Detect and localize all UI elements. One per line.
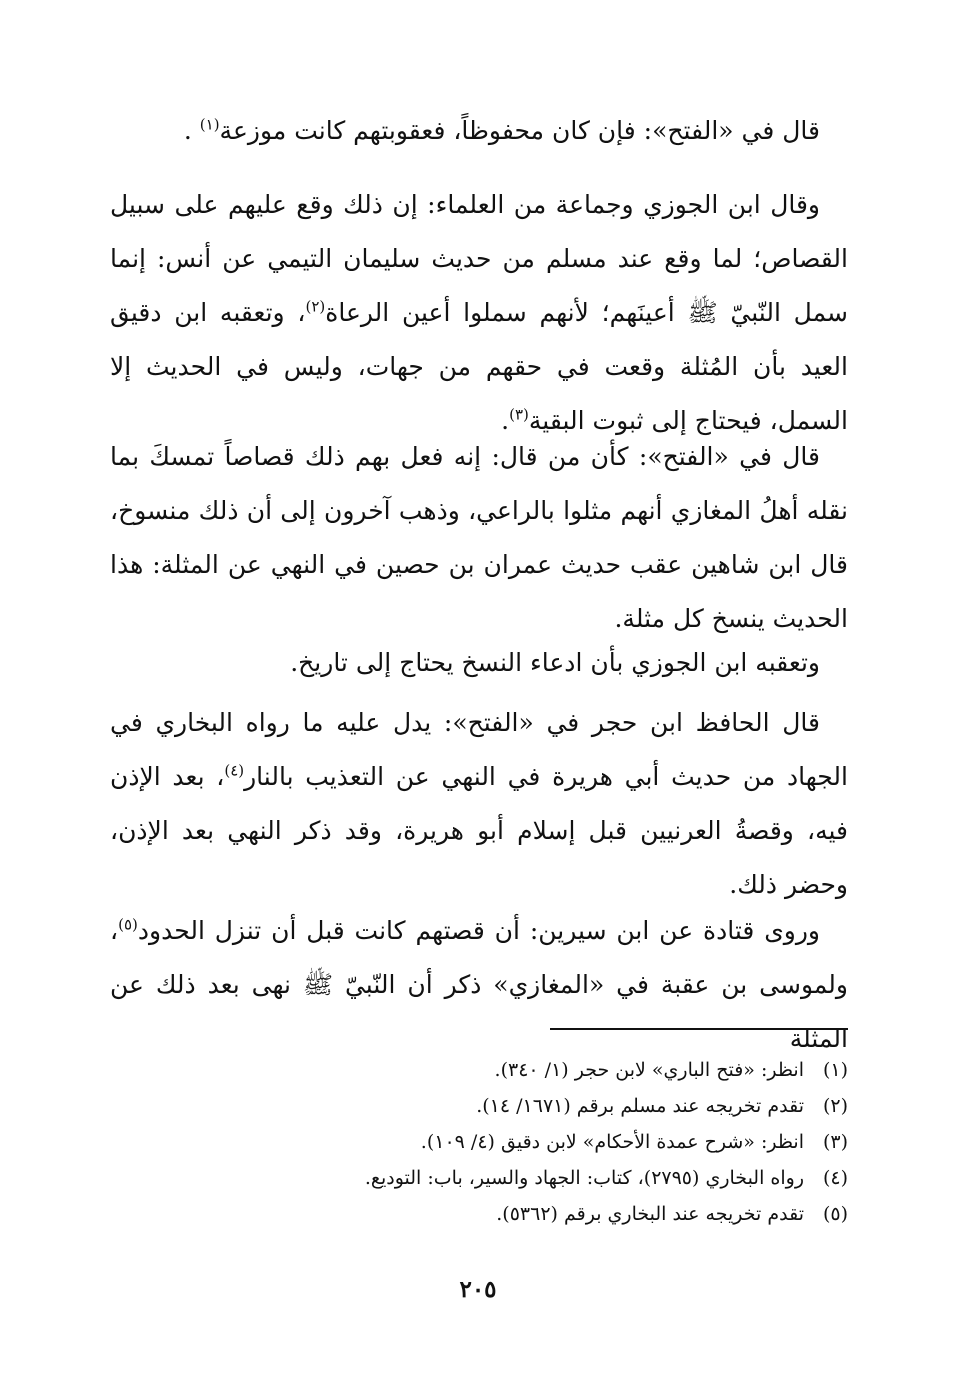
paragraph-5-text-1: قال الحافظ ابن حجر في «الفتح»: يدل عليه ما رواه البخاري في الجهاد من حديث أبي هريرة في النهي عن التعذيب بالنار [110,708,848,791]
paragraph-1-tail: . [183,116,200,145]
footnote-text: انظر: «شرح عمدة الأحكام» لابن دقيق (٤/ ١٠٩). [420,1131,804,1153]
paragraph-6 [110,904,848,1066]
footnote-ref-3: (٣) [509,405,529,424]
paragraph-3-text: قال في «الفتح»: كأن من قال: إنه فعل بهم ذلك قصاصاً تمسكَ بما نقله أهلُ المغازي أنهم مثلوا بالراعي، وذهب آخرون إلى أن ذلك منسوخ، قال ابن شاهين عقب حديث عمران بن حصين في النهي عن المثلة: هذا الحديث ينسخ كل مثلة. [110,442,848,633]
footnote-ref-1: (١) [199,115,220,134]
footnote-item [110,1196,848,1232]
paragraph-2-text-1: وقال ابن الجوزي وجماعة من العلماء: إن ذلك وقع عليهم على سبيل القصاص؛ لما وقع عند مسلم من حديث سليمان التيمي عن أنس: إنما سمل النّبيّ ﷺ أعينَهم؛ لأنهم سملوا أعين الرعاة [110,190,848,327]
footnote-number: (٥) [822,1203,848,1225]
footnote-number: (٣) [822,1131,848,1153]
paragraph-3 [110,430,848,646]
paragraph-1-text: قال في «الفتح»: فإن كان محفوظاً، فعقوبتهم كانت موزعة [219,116,820,145]
paragraph-5 [110,696,848,912]
footnote-item [110,1124,848,1160]
page-number: ٢٠٥ [459,1276,497,1303]
footnote-text: انظر: «فتح الباري» لابن حجر (١/ ٣٤٠). [494,1059,804,1081]
paragraph-6-text-1: وروى قتادة عن ابن سيرين: أن قصتهم كانت قبل أن تنزل الحدود [137,916,820,945]
paragraph-4 [110,636,848,690]
footnotes [110,1052,848,1232]
footnote-ref-2: (٢) [305,297,326,316]
footnote-item [110,1088,848,1124]
footnote-ref-4: (٤) [224,761,245,780]
footnote-text: رواه البخاري (٢٧٩٥)، كتاب: الجهاد والسير، باب: التوديع. [364,1167,804,1189]
footnote-item [110,1052,848,1088]
paragraph-5-text-2: ، بعد الإذن فيه، وقصةُ العرنيين قبل إسلام أبو هريرة، وقد ذكر النهي بعد الإذن، وحضر ذلك. [110,762,848,899]
paragraph-2-text-2: ، وتعقبه ابن دقيق العيد بأن المُثلة وقعت في حقهم من جهات، وليس في الحديث إلا السمل، فيحتاج إلى ثبوت البقية [110,298,848,435]
footnote-ref-5: (٥) [118,915,138,934]
footnote-number: (٢) [822,1095,848,1117]
footnote-text: تقدم تخريجه عند مسلم برقم (١٦٧١/ ١٤). [476,1095,804,1117]
paragraph-6-text-2: ، ولموسى بن عقبة في «المغازي» ذكر أن النّبيّ ﷺ نهى بعد ذلك عن المثلة [110,916,848,1053]
footnote-number: (٤) [822,1167,848,1189]
footnote-divider [550,1028,848,1030]
paragraph-2 [110,178,848,448]
paragraph-4-text: وتعقبه ابن الجوزي بأن ادعاء النسخ يحتاج إلى تاريخ. [290,648,820,677]
footnote-text: تقدم تخريجه عند البخاري برقم (٥٣٦٢). [496,1203,804,1225]
paragraph-2-tail: . [501,406,510,435]
footnote-number: (١) [822,1059,848,1081]
footnote-item [110,1160,848,1196]
paragraph-1 [110,104,848,158]
